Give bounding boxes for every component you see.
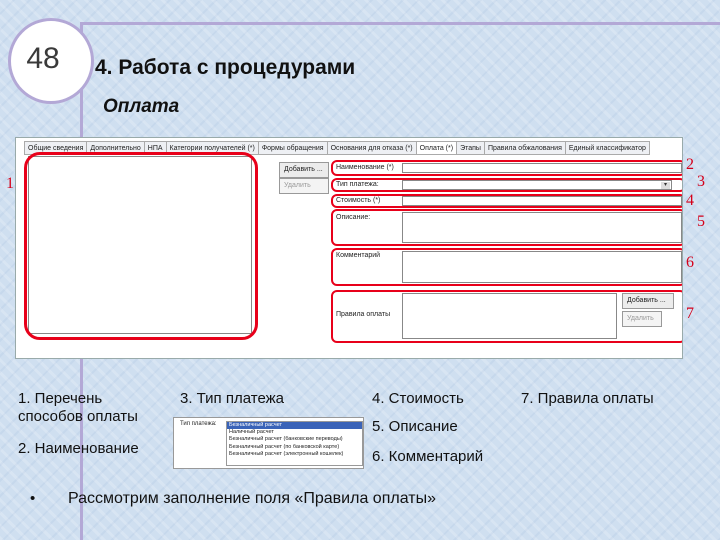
cost-label: Стоимость (*) [336,197,381,204]
payment-type-option[interactable]: Безналичный расчет (электронный кошелек) [229,450,344,457]
tab-request-forms[interactable]: Формы обращения [258,141,328,155]
cost-input[interactable] [402,196,682,206]
tab-payment[interactable]: Оплата (*) [416,141,457,155]
slide-number: 48 [26,42,60,75]
tab-stages[interactable]: Этапы [456,141,485,155]
payment-type-option[interactable]: Наличный расчет [229,429,274,436]
bullet-text: Рассмотрим заполнение поля «Правила оплаты» [68,490,436,507]
payment-type-option[interactable]: Безналичный расчет [227,422,362,429]
payment-rules-list[interactable] [402,293,617,339]
add-payment-rule-button[interactable]: Добавить ... [622,293,674,309]
legend-item-4: 4. Стоимость [372,390,464,407]
callout-1: 1 [6,175,14,192]
popup-label: Тип платежа: [180,421,217,427]
comment-textarea[interactable] [402,251,682,283]
payment-type-popup [173,417,364,469]
payment-type-label: Тип платежа: [336,181,379,188]
bullet-mark: • [30,490,36,507]
tab-additional[interactable]: Дополнительно [86,141,144,155]
payment-type-options [226,421,363,466]
comment-label: Комментарий [336,252,381,259]
payment-type-option[interactable]: Безналичный расчет (банковские переводы) [229,436,343,443]
legend-item-5: 5. Описание [372,418,458,435]
callout-3: 3 [697,173,705,190]
legend-item-7: 7. Правила оплаты [521,390,654,407]
callout-7: 7 [686,305,694,322]
description-label: Описание: [336,214,371,221]
tab-appeal-rules[interactable]: Правила обжалования [484,141,566,155]
delete-payment-rule-button[interactable]: Удалить [622,311,662,327]
rules-label: Правила оплаты [336,311,391,318]
header-rule [80,22,720,25]
add-payment-method-button[interactable]: Добавить ... [279,162,329,178]
legend-item-6: 6. Комментарий [372,448,484,465]
callout-4: 4 [686,192,694,209]
tab-classifier[interactable]: Единый классификатор [565,141,650,155]
callout-2: 2 [686,156,694,173]
tab-refusal-grounds[interactable]: Основания для отказа (*) [327,141,417,155]
delete-payment-method-button[interactable]: Удалить [279,178,329,194]
description-textarea[interactable] [402,212,682,243]
callout-5: 5 [697,213,705,230]
tab-general[interactable]: Общие сведения [24,141,87,155]
chevron-down-icon: ▾ [661,182,670,189]
legend-item-1: 1. Перечень способов оплаты [18,390,138,425]
name-input[interactable] [402,163,682,173]
tab-recipients[interactable]: Категории получателей (*) [166,141,259,155]
slide-title: 4. Работа с процедурами [95,56,356,79]
legend-item-3: 3. Тип платежа [180,390,284,407]
payment-form-panel [15,137,683,359]
section-title: Оплата [103,96,180,117]
payment-type-option[interactable]: Безналичный расчет (по банковской карте) [229,443,340,450]
name-label: Наименование (*) [336,164,394,171]
tab-npa[interactable]: НПА [144,141,167,155]
highlight-1 [24,152,258,340]
payment-type-select[interactable] [402,180,672,190]
legend-item-2: 2. Наименование [18,440,139,457]
callout-6: 6 [686,254,694,271]
